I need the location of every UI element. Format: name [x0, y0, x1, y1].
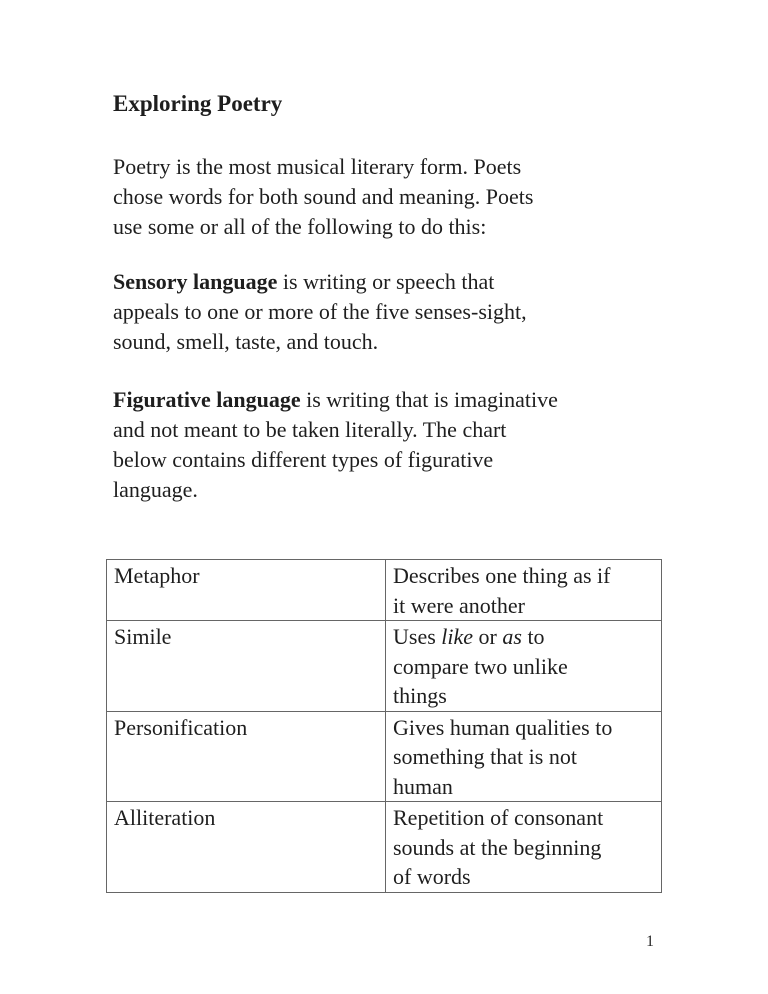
text-line: Repetition of consonant: [393, 805, 604, 830]
text-line: sound, smell, taste, and touch.: [113, 329, 379, 354]
intro-paragraph: [113, 152, 662, 242]
definition-cell: [386, 621, 662, 712]
text-line: [113, 267, 662, 297]
text-line: compare two unlike: [393, 653, 568, 679]
text-run: or: [473, 624, 503, 649]
text-line: sounds at the beginning: [393, 834, 602, 860]
text-run: to: [521, 624, 545, 649]
text-line: appeals to one or more of the five senses-sight,: [113, 299, 527, 324]
text-line: and not meant to be taken literally. The chart: [113, 417, 507, 442]
definition-cell: [386, 560, 662, 621]
table-row-simile: [107, 621, 662, 712]
text-line: Describes one thing as if: [393, 563, 611, 588]
definition-cell: [386, 711, 662, 802]
definition-cell: [386, 802, 662, 893]
figurative-language-paragraph: [113, 385, 662, 505]
text-line: [393, 622, 655, 652]
text-line: of words: [393, 864, 471, 889]
sensory-language-paragraph: [113, 267, 662, 357]
figurative-language-term: Figurative language: [113, 387, 301, 412]
text-line: Poetry is the most musical literary form. Poets: [113, 154, 522, 179]
text-line: language.: [113, 477, 198, 502]
text-line: human: [393, 773, 453, 799]
table-row-metaphor: [107, 560, 662, 621]
text-line: use some or all of the following to do this:: [113, 214, 487, 239]
document-content: [106, 89, 662, 893]
text-run: is writing or speech that: [277, 269, 495, 294]
text-run: is writing that is imaginative: [300, 387, 558, 412]
text-line: chose words for both sound and meaning. Poets: [113, 184, 534, 209]
text-line: [113, 385, 662, 415]
text-line: things: [393, 683, 447, 708]
table-row-personification: [107, 711, 662, 802]
table-row-alliteration: [107, 802, 662, 893]
term-cell: Simile: [107, 621, 386, 712]
term-cell: Metaphor: [107, 560, 386, 621]
text-line: below contains different types of figurative: [113, 447, 494, 472]
term-cell: Personification: [107, 711, 386, 802]
text-line: it were another: [393, 592, 525, 618]
text-line: Gives human qualities to: [393, 714, 613, 740]
page-number: 1: [646, 933, 654, 950]
page-title: Exploring Poetry: [113, 91, 283, 116]
italic-word-as: as: [502, 624, 522, 649]
term-cell: Alliteration: [107, 802, 386, 893]
text-line: something that is not: [393, 744, 577, 769]
text-run: Uses: [393, 624, 442, 649]
sensory-language-term: Sensory language: [113, 269, 278, 294]
figurative-language-table: [106, 559, 662, 893]
italic-word-like: like: [441, 624, 474, 649]
